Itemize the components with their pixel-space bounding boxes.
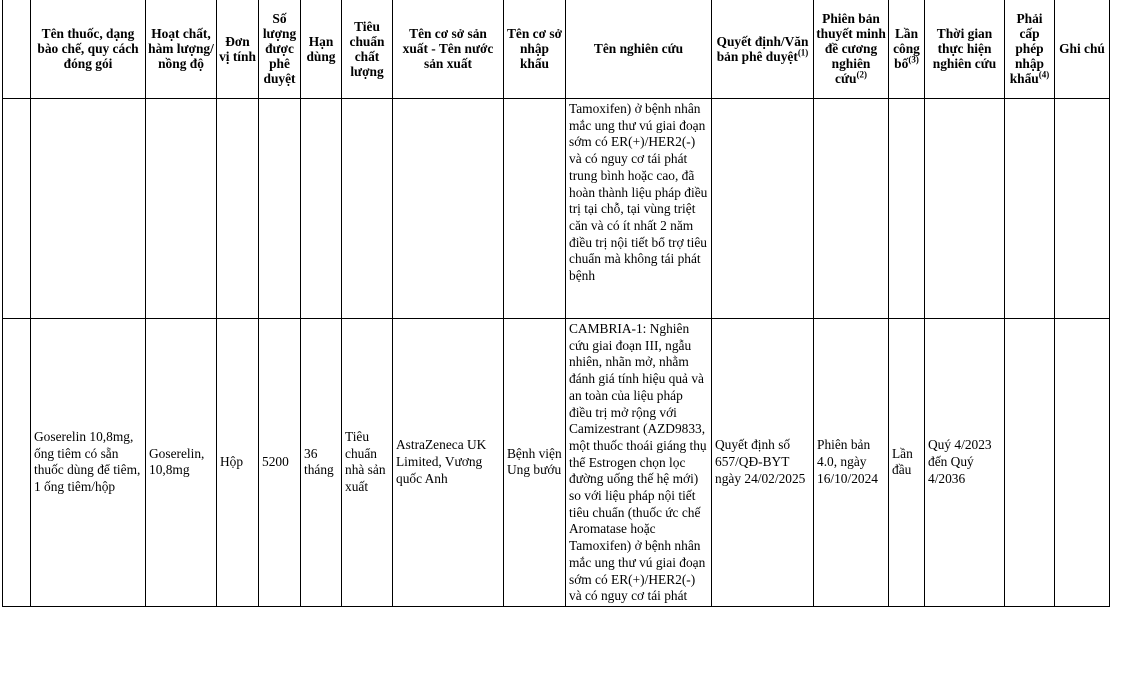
header-label-ten-nghien-cuu: Tên nghiên cứu xyxy=(593,41,684,56)
cell-phai-cap-phep xyxy=(1005,319,1055,607)
header-label-so-luong: Số lượng được phê duyệt xyxy=(262,11,297,86)
header-label-han-dung: Hạn dùng xyxy=(306,33,336,64)
header-label-quyet-dinh: Quyết định/Văn bản phê duyệt xyxy=(716,33,809,64)
cell-han-dung: 36 tháng xyxy=(301,319,342,607)
cell-lan-cong-bo: Lần đầu xyxy=(889,319,925,607)
cell-ghi-chu xyxy=(1055,99,1110,319)
header-footnote-ref-4: (4) xyxy=(1038,69,1050,80)
cell-quyet-dinh xyxy=(712,99,814,319)
table-header-row xyxy=(3,0,1110,99)
header-label-co-so-san-xuat: Tên cơ sở sản xuất - Tên nước sản xuất xyxy=(402,26,494,71)
cell-don-vi-tinh xyxy=(217,99,259,319)
cell-co-so-nhap-khau xyxy=(504,99,566,319)
cell-ten-nghien-cuu: CAMBRIA-1: Nghiên cứu giai đoạn III, ngẫu nhiên, nhãn mở, nhằm đánh giá tính hiệu quả và an toàn của liệu pháp điều trị mở rộng với Camizestrant (AZD9833, một thuốc thoái giáng thụ thể Estrogen chọn lọc đường uống thế hệ mới) so với liệu pháp nội tiết tiêu chuẩn (thuốc ức chế Aromatase hoặc Tamoxifen) ở bệnh nhân mắc ung thư vú giai đoạn sớm có ER(+)/HER2(-) và có nguy cơ tái phát xyxy=(566,319,712,607)
header-cell-ten-nghien-cuu xyxy=(566,0,712,99)
header-cell-hoat-chat xyxy=(146,0,217,99)
header-footnote-ref-2: (2) xyxy=(856,69,867,80)
header-cell-stt xyxy=(3,0,31,99)
cell-co-so-san-xuat: AstraZeneca UK Limited, Vương quốc Anh xyxy=(393,319,504,607)
cell-phien-ban: Phiên bản 4.0, ngày 16/10/2024 xyxy=(814,319,889,607)
cell-don-vi-tinh: Hộp xyxy=(217,319,259,607)
header-label-phai-cap-phep: Phải cấp phép nhập khẩu xyxy=(1009,11,1045,86)
header-footnote-ref-3: (3) xyxy=(908,54,919,65)
header-footnote-ref-1: (1) xyxy=(797,47,809,58)
header-label-lan-cong-bo: Lần công bố xyxy=(893,26,920,71)
cell-tieu-chuan xyxy=(342,99,393,319)
cell-co-so-nhap-khau: Bệnh viện Ung bướu xyxy=(504,319,566,607)
header-cell-ghi-chu xyxy=(1055,0,1110,99)
header-cell-ten-thuoc xyxy=(31,0,146,99)
header-label-thoi-gian: Thời gian thực hiện nghiên cứu xyxy=(932,26,997,71)
cell-han-dung xyxy=(301,99,342,319)
cell-thoi-gian xyxy=(925,99,1005,319)
cell-so-luong: 5200 xyxy=(259,319,301,607)
header-label-don-vi-tinh: Đơn vị tính xyxy=(219,33,256,64)
cell-lan-cong-bo xyxy=(889,99,925,319)
cell-quyet-dinh: Quyết định số 657/QĐ-BYT ngày 24/02/2025 xyxy=(712,319,814,607)
table-row-continuation xyxy=(3,99,1110,319)
cell-hoat-chat xyxy=(146,99,217,319)
header-cell-lan-cong-bo xyxy=(889,0,925,99)
header-cell-quyet-dinh xyxy=(712,0,814,99)
cell-stt xyxy=(3,319,31,607)
header-label-co-so-nhap-khau: Tên cơ sở nhập khẩu xyxy=(506,26,562,71)
cell-thoi-gian: Quý 4/2023 đến Quý 4/2036 xyxy=(925,319,1005,607)
cell-phien-ban xyxy=(814,99,889,319)
cell-stt xyxy=(3,99,31,319)
header-cell-tieu-chuan xyxy=(342,0,393,99)
header-cell-co-so-san-xuat xyxy=(393,0,504,99)
cell-ten-thuoc: Goserelin 10,8mg, ống tiêm có sẵn thuốc dùng để tiêm, 1 ống tiêm/hộp xyxy=(31,319,146,607)
header-label-hoat-chat: Hoạt chất, hàm lượng/ nồng độ xyxy=(148,26,214,71)
cell-ten-nghien-cuu: Tamoxifen) ở bệnh nhân mắc ung thư vú giai đoạn sớm có ER(+)/HER2(-) và có nguy cơ tái phát trung bình hoặc cao, đã hoàn thành liệu pháp điều trị tại chỗ, tại vùng triệt căn và có ít nhất 2 năm điều trị nội tiết bổ trợ tiêu chuẩn mà không tái phát bệnh xyxy=(566,99,712,319)
header-label-ten-thuoc: Tên thuốc, dạng bào chế, quy cách đóng gói xyxy=(37,26,139,71)
cell-tieu-chuan: Tiêu chuẩn nhà sản xuất xyxy=(342,319,393,607)
header-cell-han-dung xyxy=(301,0,342,99)
header-cell-phien-ban xyxy=(814,0,889,99)
header-label-phien-ban: Phiên bản thuyết minh đề cương nghiên cứu xyxy=(816,11,886,86)
drug-study-import-table xyxy=(2,0,1110,607)
cell-ghi-chu xyxy=(1055,319,1110,607)
header-cell-co-so-nhap-khau xyxy=(504,0,566,99)
header-cell-don-vi-tinh xyxy=(217,0,259,99)
cell-phai-cap-phep xyxy=(1005,99,1055,319)
table-row-goserelin xyxy=(3,319,1110,607)
cell-ten-thuoc xyxy=(31,99,146,319)
header-cell-so-luong xyxy=(259,0,301,99)
header-label-ghi-chu: Ghi chú xyxy=(1059,41,1105,56)
cell-co-so-san-xuat xyxy=(393,99,504,319)
cell-so-luong xyxy=(259,99,301,319)
cell-hoat-chat: Goserelin, 10,8mg xyxy=(146,319,217,607)
header-cell-phai-cap-phep xyxy=(1005,0,1055,99)
header-label-tieu-chuan: Tiêu chuẩn chất lượng xyxy=(349,18,385,79)
header-cell-thoi-gian xyxy=(925,0,1005,99)
